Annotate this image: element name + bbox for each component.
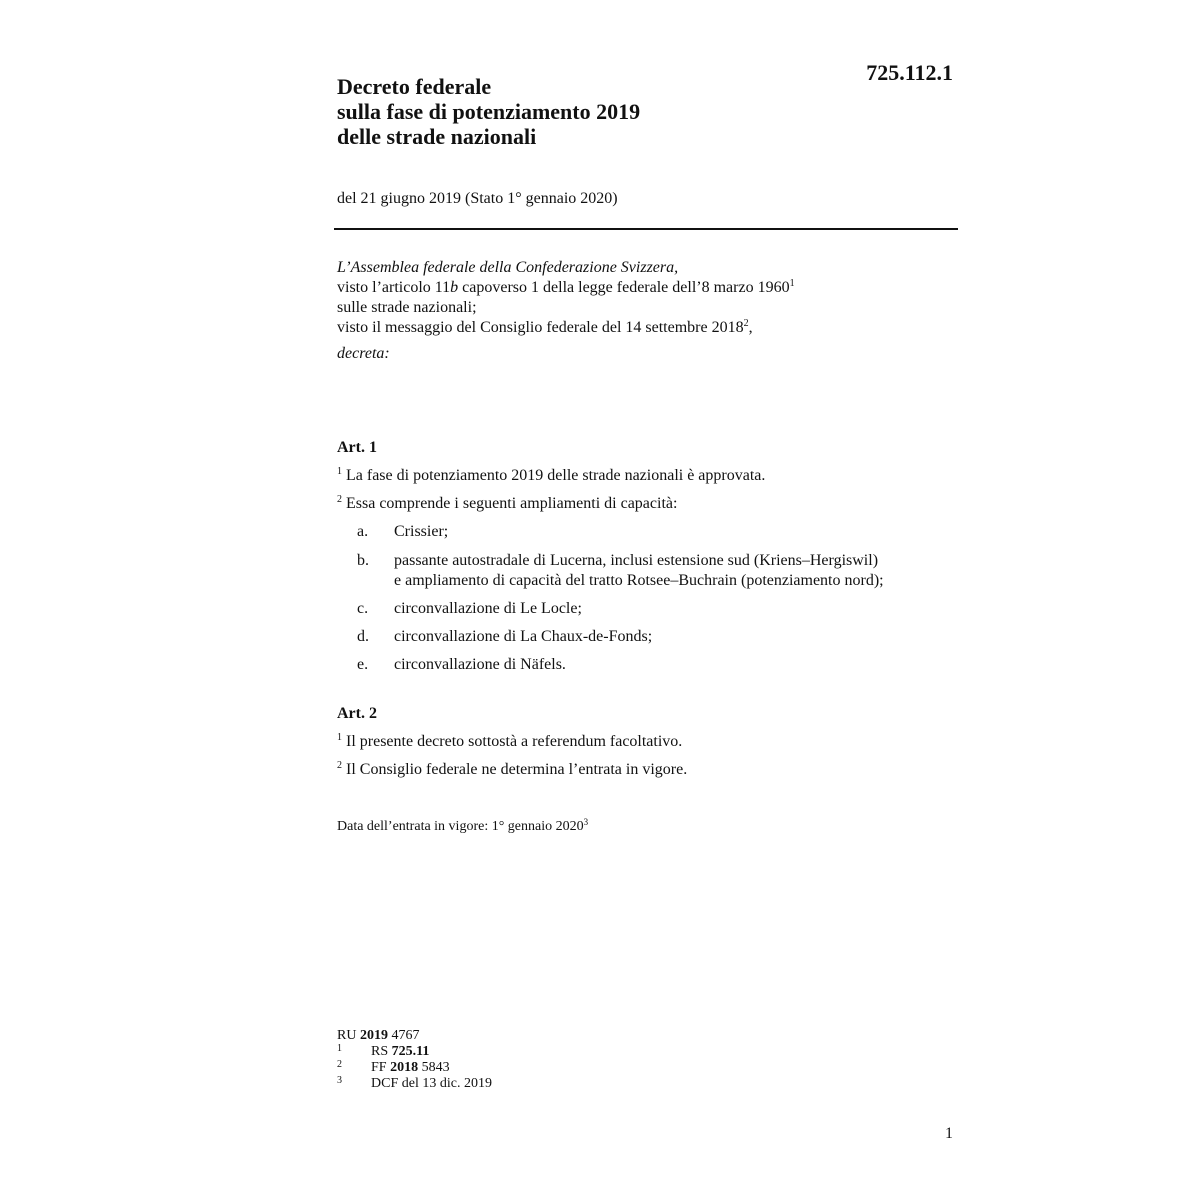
- document-title: [337, 74, 640, 149]
- preamble-authority: L’Assemblea federale della Confederazione Svizzera,: [337, 259, 679, 276]
- preamble-decreta: decreta:: [337, 345, 390, 362]
- ru-reference: RU 2019 4767: [337, 1028, 420, 1043]
- header-divider: [334, 228, 958, 230]
- article-1-heading: Art. 1: [337, 439, 377, 456]
- footnote-ref-2[interactable]: 2: [743, 318, 749, 329]
- preamble: [337, 258, 957, 364]
- list-letter: d.: [357, 628, 369, 645]
- article-2-heading: Art. 2: [337, 705, 377, 722]
- list-letter: c.: [357, 600, 369, 617]
- preamble-visto-legge: visto l’articolo 11b capoverso 1 della legge federale dell’8 marzo 1960$^1$: [337, 278, 795, 296]
- entry-into-force: Data dell’entrata in vigore: 1° gennaio 2020$^3$: [337, 817, 589, 834]
- list-letter: b.: [357, 552, 369, 569]
- page-number: 1: [945, 1125, 953, 1142]
- footnote-ref-3[interactable]: 3: [583, 817, 589, 827]
- footnote-2: 2 FF 2018 5843: [337, 1059, 450, 1075]
- preamble-visto-legge-line2: sulle strade nazionali;: [337, 299, 477, 316]
- preamble-visto-messaggio: visto il messaggio del Consiglio federale del 14 settembre 2018$^2$,: [337, 318, 753, 336]
- list-text: circonvallazione di Näfels.: [394, 656, 566, 673]
- date-line: del 21 giugno 2019 (Stato 1° gennaio 2020): [337, 190, 618, 207]
- list-text: circonvallazione di Le Locle;: [394, 600, 582, 617]
- title-line-3: delle strade nazionali: [337, 124, 537, 149]
- list-letter: e.: [357, 656, 369, 673]
- title-line-2: sulla fase di potenziamento 2019: [337, 99, 641, 124]
- footnotes: [337, 1028, 492, 1092]
- list-text: circonvallazione di La Chaux-de-Fonds;: [394, 628, 653, 645]
- footnote-3: 3 DCF del 13 dic. 2019: [337, 1075, 492, 1091]
- article-2-paragraph-1: $^1$ Il presente decreto sottostà a referendum facoltativo.: [337, 732, 683, 750]
- article-2-paragraph-2: $^2$ Il Consiglio federale ne determina l’entrata in vigore.: [337, 760, 688, 778]
- list-text-continued: e ampliamento di capacità del tratto Rotsee–Buchrain (potenziamento nord);: [394, 572, 884, 589]
- document-number: 725.112.1: [866, 60, 953, 85]
- title-line-1: Decreto federale: [337, 74, 492, 99]
- list-letter: a.: [357, 523, 369, 540]
- footnote-1: 1 RS 725.11: [337, 1043, 430, 1059]
- article-1-paragraph-1: $^1$ La fase di potenziamento 2019 delle strade nazionali è approvata.: [337, 466, 766, 484]
- list-text: Crissier;: [394, 523, 449, 540]
- footnote-ref-1[interactable]: 1: [789, 278, 795, 289]
- article-1-paragraph-2: $^2$ Essa comprende i seguenti ampliamenti di capacità:: [337, 494, 678, 512]
- list-text: passante autostradale di Lucerna, inclusi estensione sud (Kriens–Hergiswil): [394, 552, 879, 569]
